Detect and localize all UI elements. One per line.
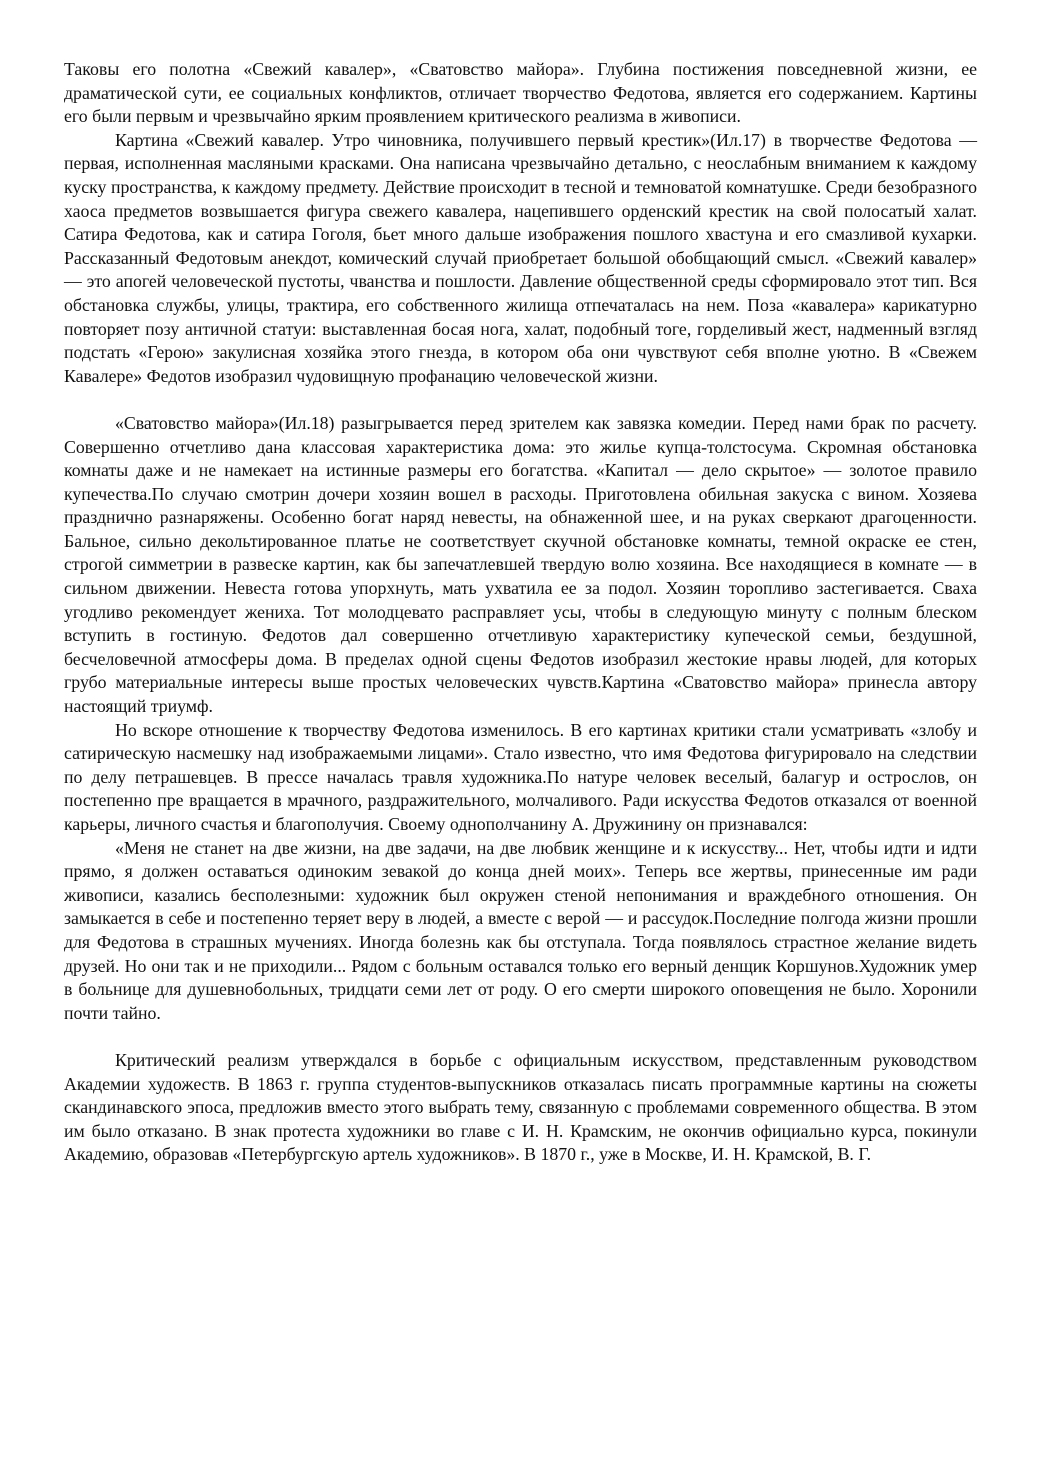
paragraph-otnoshenie-izmenilos: Но вскоре отношение к творчеству Федотова изменилось. В его картинах критики стали усматривать «злобу и сатирическую насмешку над изображаемыми лицами». Стало известно, что имя Федотова фигурировало на следствии по делу петрашевцев. В прессе началась травля художника.По натуре человек веселый, балагур и острослов, он постепенно пре вращается в мрачного, раздражительного, молчаливого. Ради искусства Федотов отказался от военной карьеры, личного счастья и благополучия. Своему однополчанину А. Дружинину он признавался:	[64, 719, 977, 834]
paragraph-intro: Таковы его полотна «Свежий кавалер», «Сватовство майора». Глубина постижения повседневной жизни, ее драматической сути, ее социальных конфликтов, отличает творчество Федотова, является его содержанием. Картины его были первым и чрезвычайно ярким проявлением критического реализма в живописи.	[64, 59, 977, 127]
paragraph-svezhiy-kavaler: Картина «Свежий кавалер. Утро чиновника, получившего первый крестик»(Ил.17) в творчестве Федотова — первая, исполненная масляными красками. Она написана чрезвычайно детально, с неослабным вниманием к каждому куску пространства, к каждому предмету. Действие происходит в тесной и темноватой комнатушке. Среди безобразного хаоса предметов возвышается фигура свежего кавалера, нацепившего орденский крестик на свой полосатый халат. Сатира Федотова, как и сатира Гоголя, бьет много дальше изображения пошлого хвастуна и его смазливой кухарки. Рассказанный Федотовым анекдот, комический случай приобретает большой обобщающий смысл. «Свежий кавалер» — это апогей человеческой пустоты, чванства и пошлости. Давление общественной среды сформировало этот тип. Вся обстановка службы, улицы, трактира, его собственного жилища отпечаталась на нем. Поза «кавалера» карикатурно повторяет позу античной статуи: выставленная босая нога, халат, подобный тоге, горделивый жест, надменный взгляд подстать «Герою» закулисная хозяйка этого гнезда, в котором оба они чувствуют себя вполне уютно. В «Свежем Кавалере» Федотов изобразил чудовищную профанацию человеческой жизни.	[64, 129, 977, 386]
document-page	[64, 58, 977, 1167]
paragraph-quote-druzhinin: «Меня не станет на две жизни, на две задачи, на две любвик женщине и к искусству... Нет, чтобы идти и идти прямо, я должен оставаться одиноким зевакой до конца дней моих». Теперь все жертвы, принесенные им ради живописи, казались бесполезными: художник был окружен стеной непонимания и враждебного отношения. Он замыкается в себе и постепенно теряет веру в людей, а вместе с верой — и рассудок.Последние полгода жизни прошли для Федотова в страшных мучениях. Иногда болезнь как бы отступала. Тогда появлялось страстное желание видеть друзей. Но они так и не приходили... Рядом с больным оставался только его верный денщик Коршунов.Художник умер в больнице для душевнобольных, тридцати семи лет от роду. О его смерти широкого оповещения не было. Хоронили почти тайно.	[64, 837, 977, 1023]
paragraph-svatovstvo-mayora: «Сватовство майора»(Ил.18) разыгрывается перед зрителем как завязка комедии. Перед нами брак по расчету. Совершенно отчетливо дана классовая характеристика дома: это жилье купца-толстосума. Скромная обстановка комнаты даже и не намекает на истинные размеры его богатства. «Капитал — дело скрытое» — золотое правило купечества.По случаю смотрин дочери хозяин вошел в расходы. Приготовлена обильная закуска с вином. Хозяева празднично разнаряжены. Особенно богат наряд невесты, на обнаженной шее, и на руках сверкают драгоценности. Бальное, сильно декольтированное платье не соответствует скучной обстановке комнаты, темной окраске ее стен, строгой симметрии в развеске картин, как бы запечатлевшей твердую волю хозяина. Все находящиеся в комнате — в сильном движении. Невеста готова упорхнуть, мать ухватила ее за подол. Хозяин торопливо застегивается. Сваха угодливо рекомендует жениха. Тот молодцевато расправляет усы, чтобы в следующую минуту с полным блеском вступить в гостиную. Федотов дал совершенно отчетливую характеристику купеческой семьи, бездушной, бесчеловечной атмосферы дома. В пределах одной сцены Федотов изобразил жестокие нравы людей, для которых грубо материальные интересы выше простых человеческих чувств.Картина «Сватовство майора» принесла автору настоящий триумф.	[64, 412, 977, 717]
paragraph-gap	[64, 388, 977, 412]
paragraph-kriticheskiy-realizm: Критический реализм утверждался в борьбе с официальным искусством, представленным руководством Академии художеств. В 1863 г. группа студентов-выпускников отказалась писать программные картины на сюжеты скандинавского эпоса, предложив вместо этого выбрать тему, связанную с проблемами современного общества. В этом им было отказано. В знак протеста художники во главе с И. Н. Крамским, не окончив официально курса, покинули Академию, образовав «Петербургскую артель художников». В 1870 г., уже в Москве, И. Н. Крамской, В. Г.	[64, 1049, 977, 1165]
paragraph-gap	[64, 1025, 977, 1049]
